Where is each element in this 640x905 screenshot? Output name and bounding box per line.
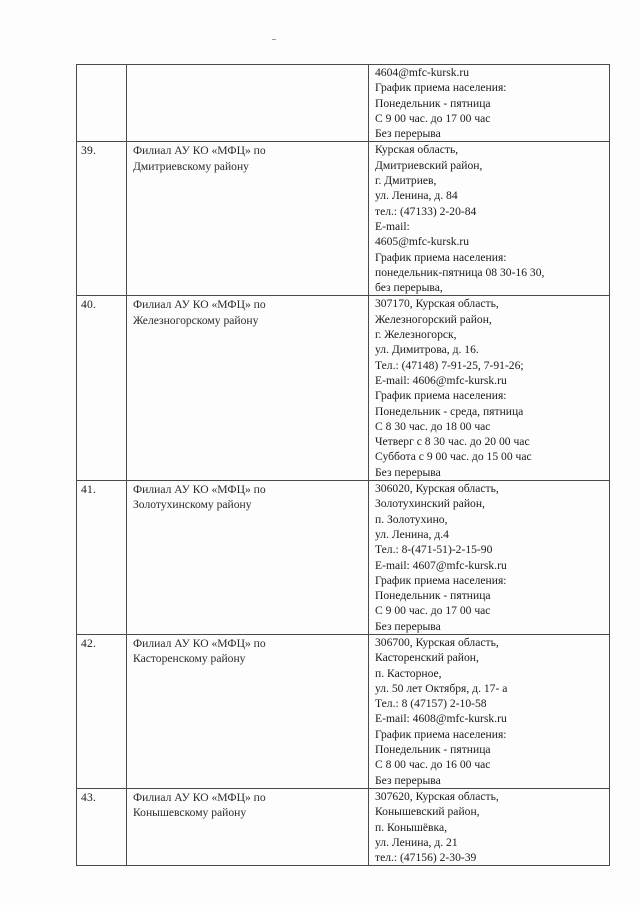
contact-info-cell (369, 481, 610, 635)
branch-table (76, 64, 610, 866)
table-row (77, 296, 610, 481)
contact-info-line: Тел.: 8-(471-51)-2-15-90 (375, 543, 493, 557)
contact-info-line: ул. Димитрова, д. 16. (375, 343, 479, 357)
contact-info-line: Дмитриевский район, (375, 158, 483, 172)
table-row (77, 481, 610, 635)
contact-info-line: Золотухинский район, (375, 497, 485, 511)
contact-info-line: E-mail: 4607@mfc-kursk.ru (375, 558, 507, 572)
contact-info-line: Касторенский район, (375, 651, 479, 665)
contact-info-line: г. Дмитриев, (375, 174, 437, 188)
row-number: 41. (77, 481, 127, 635)
branch-name-cell (127, 481, 369, 635)
contact-info-line: Курская область, (375, 143, 459, 157)
contact-info-line: Без перерыва (375, 465, 441, 479)
branch-table-body (77, 65, 610, 866)
contact-info-cell (369, 296, 610, 481)
contact-info-line: Тел.: (47148) 7-91-25, 7-91-26; (375, 358, 524, 372)
contact-info-line: тел.: (47156) 2-30-39 (375, 851, 477, 865)
contact-info-line: 306020, Курская область, (375, 482, 499, 496)
contact-info-line: 4604@mfc-kursk.ru (375, 66, 470, 79)
contact-info-line: График приема населения: (375, 389, 507, 403)
branch-name-cell (127, 142, 369, 296)
row-number: 42. (77, 634, 127, 788)
branch-name-line: Филиал АУ КО «МФЦ» по (133, 144, 266, 158)
contact-info-line: E-mail: 4606@mfc-kursk.ru (375, 373, 507, 387)
contact-info-line: 306700, Курская область, (375, 635, 499, 649)
contact-info-cell (369, 142, 610, 296)
contact-info-line: ул. 50 лет Октября, д. 17- а (375, 681, 508, 695)
contact-info-line: Конышевский район, (375, 805, 480, 819)
table-row (77, 142, 610, 296)
contact-info-line: ул. Ленина, д.4 (375, 527, 449, 541)
branch-name-line: Железногорскому району (133, 313, 259, 327)
contact-info-line: Без перерыва (375, 619, 441, 633)
contact-info-line: С 8 30 час. до 18 00 час (375, 419, 491, 433)
contact-info-line: п. Золотухино, (375, 512, 448, 526)
contact-info-line: График приема населения: (375, 727, 507, 741)
branch-name-line: Конышевскому району (133, 806, 247, 820)
row-number: 40. (77, 296, 127, 481)
contact-info-cell (369, 788, 610, 865)
branch-name-line: Дмитриевскому району (133, 159, 249, 173)
branch-name-line: Касторенскому району (133, 652, 246, 666)
row-number: 43. (77, 788, 127, 865)
contact-info-line: Железногорский район, (375, 312, 492, 326)
contact-info-line: 307620, Курская область, (375, 789, 499, 803)
contact-info-line: График приема населения: (375, 250, 507, 264)
row-number (77, 65, 127, 142)
contact-info-line: Понедельник - среда, пятница (375, 404, 524, 418)
contact-info-line: тел.: (47133) 2-20-84 (375, 204, 477, 218)
contact-info-line: ул. Ленина, д. 84 (375, 189, 458, 203)
branch-name-cell (127, 788, 369, 865)
contact-info-line: Суббота с 9 00 час. до 15 00 час (375, 450, 532, 464)
branch-name-line: Филиал АУ КО «МФЦ» по (133, 790, 266, 804)
scan-speck (272, 39, 276, 40)
contact-info-line: С 9 00 час. до 17 00 час (375, 604, 491, 618)
contact-info-line: п. Конышёвка, (375, 820, 447, 834)
row-number: 39. (77, 142, 127, 296)
contact-info-line: С 9 00 час. до 17 00 час (375, 111, 491, 125)
table-row (77, 65, 610, 142)
contact-info-cell (369, 65, 610, 142)
contact-info-line: Без перерыва (375, 127, 441, 141)
contact-info-line: Понедельник - пятница (375, 589, 491, 603)
contact-info-line: Тел.: 8 (47157) 2-10-58 (375, 697, 487, 711)
contact-info-line: Понедельник - пятница (375, 743, 491, 757)
contact-info-line: Без перерыва (375, 773, 441, 787)
contact-info-line: График приема населения: (375, 81, 507, 95)
table-row (77, 788, 610, 865)
branch-name-line: Золотухинскому району (133, 498, 252, 512)
contact-info-line: График приема населения: (375, 573, 507, 587)
contact-info-line: без перерыва, (375, 281, 443, 295)
contact-info-line: г. Железногорск, (375, 328, 457, 342)
table-row (77, 634, 610, 788)
contact-info-line: 307170, Курская область, (375, 297, 499, 311)
contact-info-line: E-mail: (375, 219, 410, 233)
contact-info-line: Четверг с 8 30 час. до 20 00 час (375, 435, 530, 449)
contact-info-line: ул. Ленина, д. 21 (375, 835, 458, 849)
branch-name-line: Филиал АУ КО «МФЦ» по (133, 298, 266, 312)
contact-info-line: 4605@mfc-kursk.ru (375, 235, 470, 249)
contact-info-line: понедельник-пятница 08 30-16 30, (375, 265, 545, 279)
branch-name-line: Филиал АУ КО «МФЦ» по (133, 636, 266, 650)
branch-name-cell (127, 65, 369, 142)
branch-name-cell (127, 296, 369, 481)
contact-info-cell (369, 634, 610, 788)
contact-info-line: п. Касторное, (375, 666, 442, 680)
branch-name-cell (127, 634, 369, 788)
contact-info-line: С 8 00 час. до 16 00 час (375, 758, 491, 772)
branch-name-line: Филиал АУ КО «МФЦ» по (133, 483, 266, 497)
contact-info-line: Понедельник - пятница (375, 96, 491, 110)
contact-info-line: E-mail: 4608@mfc-kursk.ru (375, 712, 507, 726)
